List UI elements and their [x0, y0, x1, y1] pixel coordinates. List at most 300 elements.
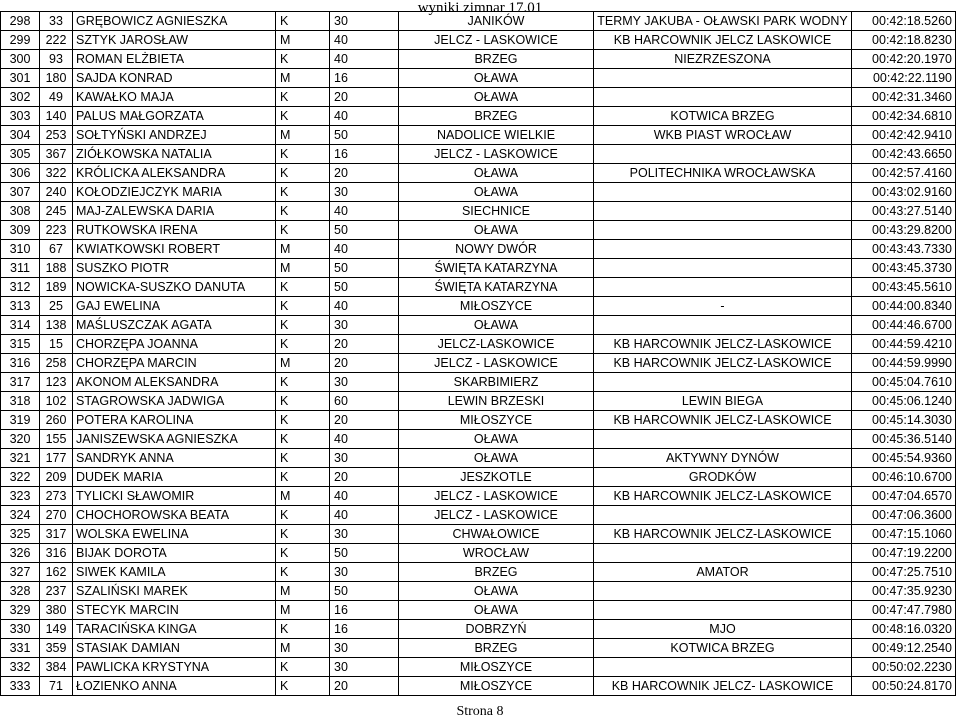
- age-category-cell: 40: [330, 430, 399, 449]
- city-cell: WROCŁAW: [399, 544, 594, 563]
- club-cell: [594, 278, 852, 297]
- club-cell: GRODKÓW: [594, 468, 852, 487]
- place-cell: 329: [1, 601, 40, 620]
- place-cell: 299: [1, 31, 40, 50]
- bib-number-cell: 367: [40, 145, 73, 164]
- age-category-cell: 40: [330, 202, 399, 221]
- city-cell: OŁAWA: [399, 430, 594, 449]
- city-cell: OŁAWA: [399, 601, 594, 620]
- competitor-name-cell: POTERA KAROLINA: [73, 411, 276, 430]
- competitor-name-cell: WOLSKA EWELINA: [73, 525, 276, 544]
- table-row: [1, 677, 956, 696]
- place-cell: 304: [1, 126, 40, 145]
- place-cell: 330: [1, 620, 40, 639]
- results-body: [1, 12, 956, 696]
- place-cell: 318: [1, 392, 40, 411]
- time-cell: 00:42:18.5260: [852, 12, 956, 31]
- bib-number-cell: 384: [40, 658, 73, 677]
- club-cell: MJO: [594, 620, 852, 639]
- club-cell: POLITECHNIKA WROCŁAWSKA: [594, 164, 852, 183]
- time-cell: 00:47:25.7510: [852, 563, 956, 582]
- place-cell: 319: [1, 411, 40, 430]
- competitor-name-cell: CHORZĘPA JOANNA: [73, 335, 276, 354]
- time-cell: 00:48:16.0320: [852, 620, 956, 639]
- place-cell: 309: [1, 221, 40, 240]
- club-cell: [594, 506, 852, 525]
- time-cell: 00:43:43.7330: [852, 240, 956, 259]
- age-category-cell: 40: [330, 506, 399, 525]
- table-row: [1, 145, 956, 164]
- competitor-name-cell: BIJAK DOROTA: [73, 544, 276, 563]
- competitor-name-cell: KOŁODZIEJCZYK MARIA: [73, 183, 276, 202]
- bib-number-cell: 380: [40, 601, 73, 620]
- competitor-name-cell: CHOCHOROWSKA BEATA: [73, 506, 276, 525]
- table-row: [1, 278, 956, 297]
- competitor-name-cell: SZTYK JAROSŁAW: [73, 31, 276, 50]
- bib-number-cell: 67: [40, 240, 73, 259]
- sex-cell: M: [276, 354, 330, 373]
- competitor-name-cell: SAJDA KONRAD: [73, 69, 276, 88]
- time-cell: 00:42:22.1190: [852, 69, 956, 88]
- bib-number-cell: 149: [40, 620, 73, 639]
- time-cell: 00:44:46.6700: [852, 316, 956, 335]
- city-cell: JELCZ - LASKOWICE: [399, 506, 594, 525]
- competitor-name-cell: DUDEK MARIA: [73, 468, 276, 487]
- club-cell: [594, 88, 852, 107]
- sex-cell: K: [276, 145, 330, 164]
- age-category-cell: 40: [330, 240, 399, 259]
- table-row: [1, 183, 956, 202]
- sex-cell: M: [276, 582, 330, 601]
- city-cell: DOBRZYŃ: [399, 620, 594, 639]
- table-row: [1, 12, 956, 31]
- bib-number-cell: 273: [40, 487, 73, 506]
- city-cell: JANIKÓW: [399, 12, 594, 31]
- age-category-cell: 30: [330, 525, 399, 544]
- time-cell: 00:44:00.8340: [852, 297, 956, 316]
- bib-number-cell: 222: [40, 31, 73, 50]
- table-row: [1, 164, 956, 183]
- bib-number-cell: 209: [40, 468, 73, 487]
- place-cell: 320: [1, 430, 40, 449]
- age-category-cell: 30: [330, 639, 399, 658]
- place-cell: 315: [1, 335, 40, 354]
- age-category-cell: 16: [330, 601, 399, 620]
- place-cell: 298: [1, 12, 40, 31]
- club-cell: [594, 240, 852, 259]
- place-cell: 312: [1, 278, 40, 297]
- table-row: [1, 487, 956, 506]
- time-cell: 00:42:57.4160: [852, 164, 956, 183]
- bib-number-cell: 317: [40, 525, 73, 544]
- age-category-cell: 20: [330, 88, 399, 107]
- bib-number-cell: 180: [40, 69, 73, 88]
- competitor-name-cell: KWIATKOWSKI ROBERT: [73, 240, 276, 259]
- table-row: [1, 525, 956, 544]
- age-category-cell: 20: [330, 468, 399, 487]
- city-cell: OŁAWA: [399, 164, 594, 183]
- time-cell: 00:46:10.6700: [852, 468, 956, 487]
- bib-number-cell: 253: [40, 126, 73, 145]
- age-category-cell: 20: [330, 335, 399, 354]
- time-cell: 00:47:19.2200: [852, 544, 956, 563]
- city-cell: OŁAWA: [399, 69, 594, 88]
- age-category-cell: 50: [330, 259, 399, 278]
- competitor-name-cell: KAWAŁKO MAJA: [73, 88, 276, 107]
- time-cell: 00:42:31.3460: [852, 88, 956, 107]
- age-category-cell: 30: [330, 12, 399, 31]
- age-category-cell: 60: [330, 392, 399, 411]
- page-number: Strona 8: [456, 704, 504, 719]
- bib-number-cell: 140: [40, 107, 73, 126]
- place-cell: 324: [1, 506, 40, 525]
- table-row: [1, 411, 956, 430]
- competitor-name-cell: JANISZEWSKA AGNIESZKA: [73, 430, 276, 449]
- city-cell: SKARBIMIERZ: [399, 373, 594, 392]
- competitor-name-cell: ROMAN ELŻBIETA: [73, 50, 276, 69]
- age-category-cell: 16: [330, 620, 399, 639]
- sex-cell: M: [276, 31, 330, 50]
- city-cell: JELCZ - LASKOWICE: [399, 487, 594, 506]
- city-cell: JELCZ-LASKOWICE: [399, 335, 594, 354]
- age-category-cell: 50: [330, 582, 399, 601]
- time-cell: 00:47:35.9230: [852, 582, 956, 601]
- place-cell: 313: [1, 297, 40, 316]
- place-cell: 328: [1, 582, 40, 601]
- place-cell: 322: [1, 468, 40, 487]
- bib-number-cell: 177: [40, 449, 73, 468]
- city-cell: OŁAWA: [399, 582, 594, 601]
- place-cell: 301: [1, 69, 40, 88]
- sex-cell: K: [276, 468, 330, 487]
- city-cell: OŁAWA: [399, 183, 594, 202]
- club-cell: AKTYWNY DYNÓW: [594, 449, 852, 468]
- city-cell: NOWY DWÓR: [399, 240, 594, 259]
- sex-cell: K: [276, 278, 330, 297]
- club-cell: -: [594, 297, 852, 316]
- table-row: [1, 107, 956, 126]
- bib-number-cell: 270: [40, 506, 73, 525]
- place-cell: 314: [1, 316, 40, 335]
- time-cell: 00:44:59.4210: [852, 335, 956, 354]
- competitor-name-cell: KRÓLICKA ALEKSANDRA: [73, 164, 276, 183]
- competitor-name-cell: TYLICKI SŁAWOMIR: [73, 487, 276, 506]
- competitor-name-cell: PALUS MAŁGORZATA: [73, 107, 276, 126]
- age-category-cell: 40: [330, 107, 399, 126]
- competitor-name-cell: ZIÓŁKOWSKA NATALIA: [73, 145, 276, 164]
- age-category-cell: 30: [330, 658, 399, 677]
- place-cell: 305: [1, 145, 40, 164]
- age-category-cell: 40: [330, 31, 399, 50]
- club-cell: KOTWICA BRZEG: [594, 639, 852, 658]
- city-cell: MIŁOSZYCE: [399, 677, 594, 696]
- club-cell: KB HARCOWNIK JELCZ-LASKOWICE: [594, 335, 852, 354]
- sex-cell: K: [276, 525, 330, 544]
- time-cell: 00:50:24.8170: [852, 677, 956, 696]
- place-cell: 302: [1, 88, 40, 107]
- age-category-cell: 20: [330, 354, 399, 373]
- table-row: [1, 69, 956, 88]
- bib-number-cell: 155: [40, 430, 73, 449]
- place-cell: 306: [1, 164, 40, 183]
- table-row: [1, 126, 956, 145]
- time-cell: 00:43:02.9160: [852, 183, 956, 202]
- time-cell: 00:42:42.9410: [852, 126, 956, 145]
- sex-cell: M: [276, 240, 330, 259]
- sex-cell: M: [276, 601, 330, 620]
- bib-number-cell: 359: [40, 639, 73, 658]
- club-cell: KB HARCOWNIK JELCZ- LASKOWICE: [594, 677, 852, 696]
- club-cell: KB HARCOWNIK JELCZ-LASKOWICE: [594, 354, 852, 373]
- table-row: [1, 240, 956, 259]
- sex-cell: M: [276, 487, 330, 506]
- time-cell: 00:43:45.5610: [852, 278, 956, 297]
- age-category-cell: 30: [330, 449, 399, 468]
- place-cell: 300: [1, 50, 40, 69]
- club-cell: [594, 259, 852, 278]
- city-cell: OŁAWA: [399, 449, 594, 468]
- sex-cell: K: [276, 50, 330, 69]
- time-cell: 00:45:06.1240: [852, 392, 956, 411]
- competitor-name-cell: STAGROWSKA JADWIGA: [73, 392, 276, 411]
- place-cell: 332: [1, 658, 40, 677]
- bib-number-cell: 258: [40, 354, 73, 373]
- bib-number-cell: 33: [40, 12, 73, 31]
- place-cell: 327: [1, 563, 40, 582]
- competitor-name-cell: STASIAK DAMIAN: [73, 639, 276, 658]
- bib-number-cell: 322: [40, 164, 73, 183]
- sex-cell: K: [276, 430, 330, 449]
- time-cell: 00:45:36.5140: [852, 430, 956, 449]
- table-row: [1, 449, 956, 468]
- bib-number-cell: 240: [40, 183, 73, 202]
- table-row: [1, 50, 956, 69]
- time-cell: 00:43:45.3730: [852, 259, 956, 278]
- club-cell: [594, 221, 852, 240]
- competitor-name-cell: SZALIŃSKI MAREK: [73, 582, 276, 601]
- club-cell: LEWIN BIEGA: [594, 392, 852, 411]
- place-cell: 317: [1, 373, 40, 392]
- competitor-name-cell: GRĘBOWICZ AGNIESZKA: [73, 12, 276, 31]
- competitor-name-cell: NOWICKA-SUSZKO DANUTA: [73, 278, 276, 297]
- table-row: [1, 506, 956, 525]
- city-cell: BRZEG: [399, 563, 594, 582]
- table-row: [1, 221, 956, 240]
- sex-cell: K: [276, 164, 330, 183]
- time-cell: 00:47:04.6570: [852, 487, 956, 506]
- competitor-name-cell: SUSZKO PIOTR: [73, 259, 276, 278]
- age-category-cell: 20: [330, 411, 399, 430]
- city-cell: JESZKOTLE: [399, 468, 594, 487]
- results-table: [0, 11, 956, 696]
- club-cell: [594, 601, 852, 620]
- age-category-cell: 50: [330, 126, 399, 145]
- table-row: [1, 316, 956, 335]
- city-cell: JELCZ - LASKOWICE: [399, 31, 594, 50]
- bib-number-cell: 93: [40, 50, 73, 69]
- club-cell: NIEZRZESZONA: [594, 50, 852, 69]
- club-cell: TERMY JAKUBA - OŁAWSKI PARK WODNY: [594, 12, 852, 31]
- table-row: [1, 88, 956, 107]
- city-cell: ŚWIĘTA KATARZYNA: [399, 259, 594, 278]
- city-cell: BRZEG: [399, 50, 594, 69]
- time-cell: 00:47:06.3600: [852, 506, 956, 525]
- city-cell: ŚWIĘTA KATARZYNA: [399, 278, 594, 297]
- sex-cell: K: [276, 88, 330, 107]
- time-cell: 00:45:14.3030: [852, 411, 956, 430]
- bib-number-cell: 102: [40, 392, 73, 411]
- club-cell: KB HARCOWNIK JELCZ-LASKOWICE: [594, 525, 852, 544]
- sex-cell: K: [276, 202, 330, 221]
- sex-cell: K: [276, 183, 330, 202]
- bib-number-cell: 237: [40, 582, 73, 601]
- place-cell: 325: [1, 525, 40, 544]
- table-row: [1, 468, 956, 487]
- bib-number-cell: 245: [40, 202, 73, 221]
- sex-cell: K: [276, 107, 330, 126]
- club-cell: [594, 145, 852, 164]
- table-row: [1, 259, 956, 278]
- sex-cell: K: [276, 12, 330, 31]
- table-row: [1, 620, 956, 639]
- time-cell: 00:44:59.9990: [852, 354, 956, 373]
- age-category-cell: 16: [330, 145, 399, 164]
- table-row: [1, 392, 956, 411]
- sex-cell: K: [276, 373, 330, 392]
- place-cell: 311: [1, 259, 40, 278]
- club-cell: KB HARCOWNIK JELCZ-LASKOWICE: [594, 411, 852, 430]
- place-cell: 326: [1, 544, 40, 563]
- sex-cell: K: [276, 411, 330, 430]
- club-cell: [594, 316, 852, 335]
- age-category-cell: 30: [330, 316, 399, 335]
- sex-cell: K: [276, 449, 330, 468]
- competitor-name-cell: RUTKOWSKA IRENA: [73, 221, 276, 240]
- time-cell: 00:45:54.9360: [852, 449, 956, 468]
- age-category-cell: 30: [330, 563, 399, 582]
- age-category-cell: 30: [330, 373, 399, 392]
- sex-cell: K: [276, 563, 330, 582]
- competitor-name-cell: TARACIŃSKA KINGA: [73, 620, 276, 639]
- city-cell: OŁAWA: [399, 316, 594, 335]
- bib-number-cell: 15: [40, 335, 73, 354]
- bib-number-cell: 223: [40, 221, 73, 240]
- place-cell: 331: [1, 639, 40, 658]
- city-cell: NADOLICE WIELKIE: [399, 126, 594, 145]
- sex-cell: M: [276, 639, 330, 658]
- club-cell: [594, 69, 852, 88]
- table-row: [1, 31, 956, 50]
- time-cell: 00:49:12.2540: [852, 639, 956, 658]
- age-category-cell: 16: [330, 69, 399, 88]
- bib-number-cell: 123: [40, 373, 73, 392]
- competitor-name-cell: STECYK MARCIN: [73, 601, 276, 620]
- table-row: [1, 354, 956, 373]
- sex-cell: M: [276, 126, 330, 145]
- table-row: [1, 563, 956, 582]
- time-cell: 00:50:02.2230: [852, 658, 956, 677]
- sex-cell: K: [276, 221, 330, 240]
- place-cell: 321: [1, 449, 40, 468]
- city-cell: SIECHNICE: [399, 202, 594, 221]
- sex-cell: K: [276, 506, 330, 525]
- bib-number-cell: 71: [40, 677, 73, 696]
- bib-number-cell: 260: [40, 411, 73, 430]
- table-row: [1, 373, 956, 392]
- competitor-name-cell: GAJ EWELINA: [73, 297, 276, 316]
- sex-cell: M: [276, 69, 330, 88]
- age-category-cell: 50: [330, 544, 399, 563]
- table-row: [1, 430, 956, 449]
- club-cell: AMATOR: [594, 563, 852, 582]
- city-cell: LEWIN BRZESKI: [399, 392, 594, 411]
- bib-number-cell: 188: [40, 259, 73, 278]
- age-category-cell: 50: [330, 221, 399, 240]
- bib-number-cell: 49: [40, 88, 73, 107]
- table-row: [1, 202, 956, 221]
- competitor-name-cell: PAWLICKA KRYSTYNA: [73, 658, 276, 677]
- sex-cell: K: [276, 677, 330, 696]
- club-cell: [594, 430, 852, 449]
- sex-cell: K: [276, 392, 330, 411]
- time-cell: 00:47:15.1060: [852, 525, 956, 544]
- club-cell: [594, 373, 852, 392]
- table-row: [1, 297, 956, 316]
- place-cell: 303: [1, 107, 40, 126]
- age-category-cell: 30: [330, 183, 399, 202]
- bib-number-cell: 25: [40, 297, 73, 316]
- place-cell: 307: [1, 183, 40, 202]
- competitor-name-cell: SIWEK KAMILA: [73, 563, 276, 582]
- sex-cell: K: [276, 620, 330, 639]
- competitor-name-cell: AKONOM ALEKSANDRA: [73, 373, 276, 392]
- city-cell: BRZEG: [399, 107, 594, 126]
- competitor-name-cell: MAŚLUSZCZAK AGATA: [73, 316, 276, 335]
- time-cell: 00:45:04.7610: [852, 373, 956, 392]
- place-cell: 310: [1, 240, 40, 259]
- city-cell: OŁAWA: [399, 88, 594, 107]
- sex-cell: M: [276, 259, 330, 278]
- sex-cell: K: [276, 658, 330, 677]
- time-cell: 00:43:29.8200: [852, 221, 956, 240]
- time-cell: 00:42:20.1970: [852, 50, 956, 69]
- bib-number-cell: 138: [40, 316, 73, 335]
- sex-cell: K: [276, 297, 330, 316]
- competitor-name-cell: MAJ-ZALEWSKA DARIA: [73, 202, 276, 221]
- city-cell: MIŁOSZYCE: [399, 297, 594, 316]
- time-cell: 00:43:27.5140: [852, 202, 956, 221]
- city-cell: MIŁOSZYCE: [399, 411, 594, 430]
- table-row: [1, 544, 956, 563]
- bib-number-cell: 316: [40, 544, 73, 563]
- competitor-name-cell: ŁOZIENKO ANNA: [73, 677, 276, 696]
- club-cell: WKB PIAST WROCŁAW: [594, 126, 852, 145]
- place-cell: 323: [1, 487, 40, 506]
- table-row: [1, 639, 956, 658]
- age-category-cell: 20: [330, 164, 399, 183]
- age-category-cell: 40: [330, 297, 399, 316]
- table-row: [1, 658, 956, 677]
- club-cell: KB HARCOWNIK JELCZ-LASKOWICE: [594, 487, 852, 506]
- time-cell: 00:47:47.7980: [852, 601, 956, 620]
- club-cell: [594, 183, 852, 202]
- age-category-cell: 50: [330, 278, 399, 297]
- place-cell: 316: [1, 354, 40, 373]
- club-cell: [594, 544, 852, 563]
- city-cell: CHWAŁOWICE: [399, 525, 594, 544]
- club-cell: [594, 202, 852, 221]
- table-row: [1, 601, 956, 620]
